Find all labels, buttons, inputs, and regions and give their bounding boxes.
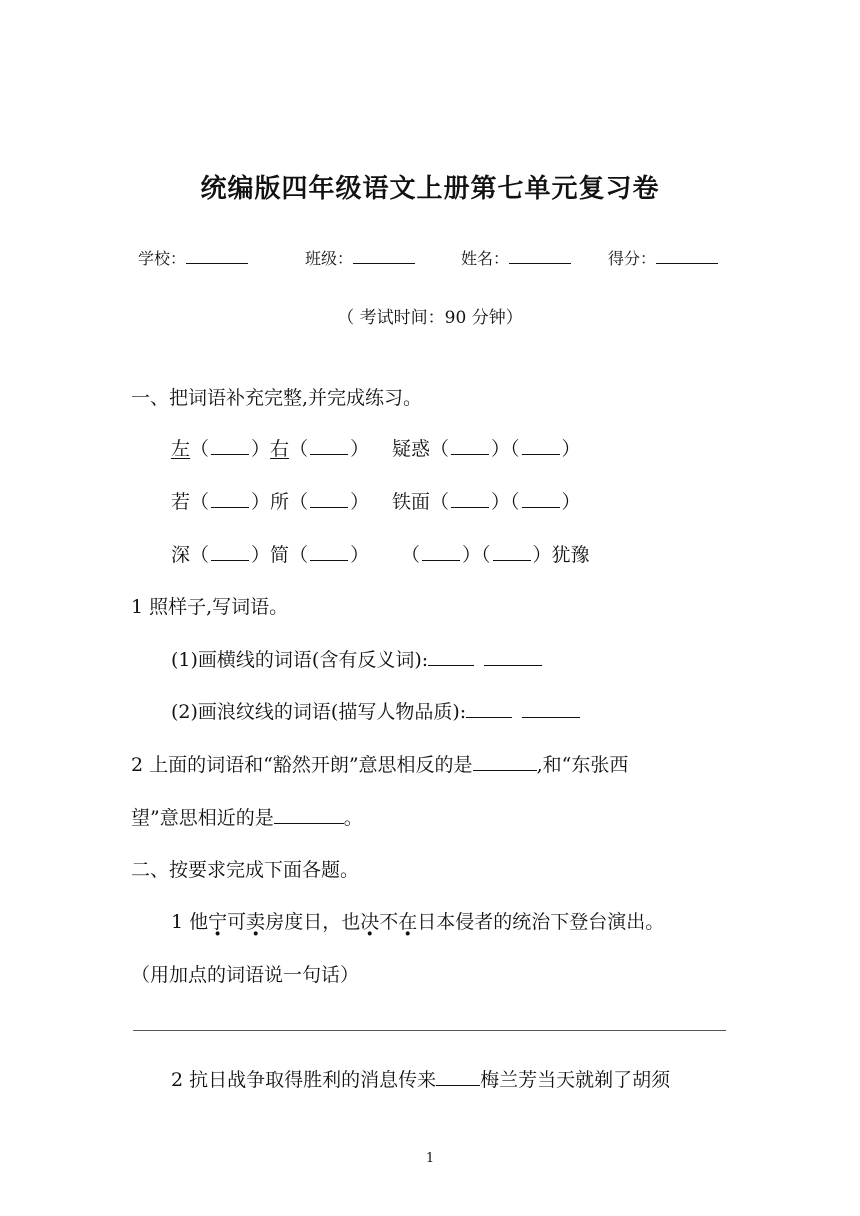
score-field	[608, 246, 718, 269]
page-title: 统编版四年级语文上册第七单元复习卷	[200, 174, 660, 204]
class-label: 班级：	[305, 249, 354, 268]
answer-blank[interactable]	[473, 754, 537, 771]
fill-blank[interactable]	[522, 491, 560, 508]
score-blank[interactable]	[656, 249, 718, 264]
question-1: 1 照样子,写词语。	[131, 596, 289, 618]
answer-blank[interactable]	[274, 807, 344, 824]
page-number: 1	[425, 1151, 435, 1166]
idiom-char: 若	[171, 491, 191, 513]
sentence-1-instruction: （用加点的词语说一句话）	[131, 964, 360, 986]
section1-heading: 一、把词语补充完整,并完成练习。	[131, 387, 423, 409]
question-1a: (1)画横线的词语(含有反义词):	[171, 645, 542, 672]
school-label: 学校：	[138, 249, 187, 268]
idiom-word: 疑惑	[392, 438, 431, 460]
section2-heading: 二、按要求完成下面各题。	[131, 859, 360, 881]
idiom-char: 左	[171, 438, 191, 460]
idiom-char: 所	[270, 491, 290, 513]
exam-time: （ 考试时间：90 分钟）	[337, 308, 523, 328]
idiom-row-3: 深（ ）简（ ）	[171, 544, 370, 566]
fill-blank[interactable]	[310, 544, 348, 561]
answer-blank[interactable]	[428, 649, 474, 666]
answer-blank[interactable]	[436, 1069, 480, 1086]
emphasis-char: 决	[360, 911, 380, 933]
answer-blank[interactable]	[466, 701, 512, 718]
answer-line[interactable]	[133, 1030, 726, 1031]
answer-blank[interactable]	[522, 701, 580, 718]
fill-blank[interactable]	[493, 544, 531, 561]
emphasis-char: 卖	[246, 911, 266, 933]
fill-blank[interactable]	[451, 438, 489, 455]
emphasis-char: 在	[398, 911, 418, 933]
fill-blank[interactable]	[522, 438, 560, 455]
fill-blank[interactable]	[451, 491, 489, 508]
class-field	[305, 246, 415, 269]
idiom-char: 简	[270, 544, 290, 566]
idiom-char: 右	[270, 438, 290, 460]
answer-blank[interactable]	[484, 649, 542, 666]
name-blank[interactable]	[509, 249, 571, 264]
idiom-word: 犹豫	[551, 544, 590, 566]
question-2-line1: 2 上面的词语和“豁然开朗”意思相反的是 ,和“东张西	[131, 754, 629, 776]
idiom-row-2: 若（ ）所（ ）	[171, 491, 370, 513]
sentence-2: 2 抗日战争取得胜利的消息传来 梅兰芳当天就剃了胡须	[171, 1069, 671, 1091]
sentence-1: 1 他宁可卖房度日，也决不在日本侵者的统治下登台演出。	[171, 907, 664, 934]
idiom-row-1: 左（ ）右（ ）	[171, 438, 370, 460]
fill-blank[interactable]	[422, 544, 460, 561]
question-2-line2: 望”意思相近的是 。	[131, 807, 363, 829]
idiom-row-1b: 疑惑（ ）（ ）	[392, 438, 581, 460]
fill-blank[interactable]	[211, 438, 249, 455]
fill-blank[interactable]	[310, 438, 348, 455]
name-label: 姓名：	[461, 249, 510, 268]
fill-blank[interactable]	[211, 544, 249, 561]
name-field	[461, 246, 571, 269]
idiom-row-3b: （ ）（ ）犹豫	[401, 544, 590, 566]
idiom-char: 深	[171, 544, 191, 566]
question-1b: (2)画浪纹线的词语(描写人物品质):	[171, 697, 580, 724]
fill-blank[interactable]	[310, 491, 348, 508]
emphasis-char: 宁	[208, 911, 228, 933]
school-field	[138, 246, 248, 269]
score-label: 得分：	[608, 249, 657, 268]
idiom-word: 铁面	[392, 491, 431, 513]
fill-blank[interactable]	[211, 491, 249, 508]
idiom-row-2b: 铁面（ ）（ ）	[392, 491, 581, 513]
school-blank[interactable]	[186, 249, 248, 264]
class-blank[interactable]	[353, 249, 415, 264]
